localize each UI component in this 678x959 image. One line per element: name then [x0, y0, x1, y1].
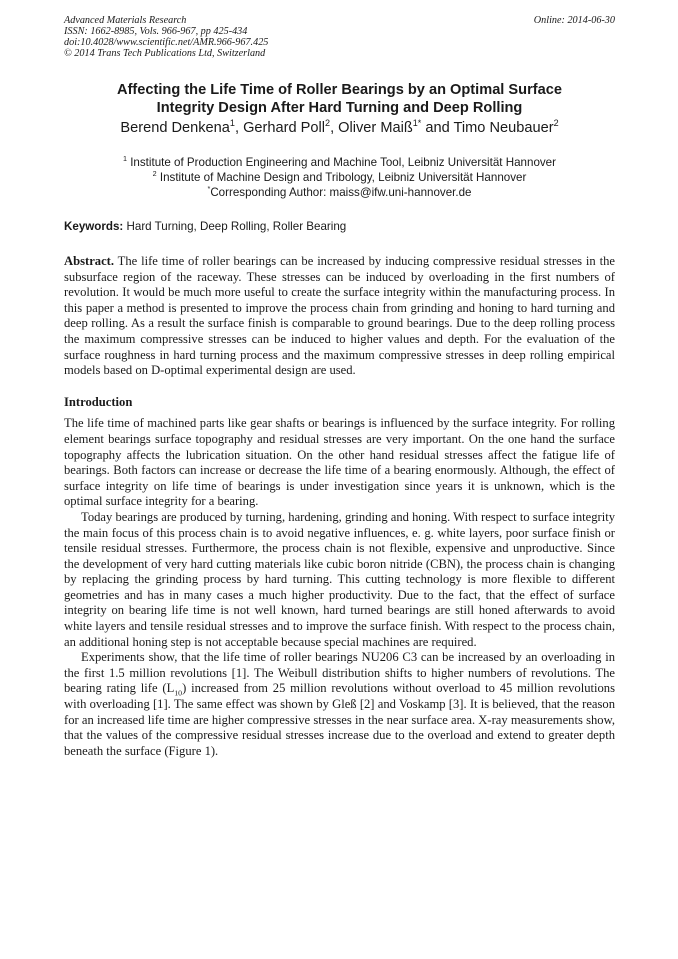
author-name: Oliver Maiß	[338, 120, 413, 136]
corresponding-text: Corresponding Author: maiss@ifw.uni-hannover.de	[210, 186, 472, 199]
author-separator: ,	[330, 120, 339, 136]
author-affil-mark: 2	[553, 118, 559, 129]
affiliation-mark: 1	[122, 154, 127, 164]
intro-p3-text: Experiments show, that the life time of roller bearings NU206 C3 can be increased by an overloading in the first 1.5 million revolutions [1]. The Weibull distribution shifts to higher numbers of revolutions. The bearing rating life (L	[64, 650, 615, 696]
author-list	[64, 119, 615, 137]
paper-page	[64, 15, 615, 759]
issn-line: ISSN: 1662-8985, Vols. 966-967, pp 425-434	[64, 26, 248, 37]
abstract-text: The life time of roller bearings can be increased by inducing compressive residual stresses in the subsurface region of the raceway. These stresses can be induced by overloading in the first numbers of revolution. It would be much more useful to create the surface integrity within the manufacturing process. In this paper a method is presented to improve the process chain from grinding and honing to hard turning and deep rolling. As a result the surface finish is comparable to ground bearings. Due to the deep rolling process the maximum compressive stresses can be induced to higher values and depth. For the evaluation of the surface roughness in hard turning process and the maximum compressive stresses in deep rolling empirical models based on D-optimal experimental design are used.	[64, 254, 615, 378]
keywords-label: Keywords:	[64, 220, 124, 233]
affiliation-line	[64, 155, 615, 170]
author-separator: ,	[234, 120, 244, 136]
intro-p3-text-cont: ) increased from 25 million revolutions without overload to 45 million revolutions with overloading [1]. The same effect was shown by Gleß [2] and Voskamp [3]. It is believed, that the reason for an increased life time are higher compressive stresses in the near surface area. X-ray measurements show, that the values of the compressive residual stresses increase due to the overload and extend to greater depth beneath the surface (Figure 1).	[64, 681, 615, 758]
keywords-text: Hard Turning, Deep Rolling, Roller Bearing	[123, 220, 347, 233]
paper-title	[64, 81, 615, 117]
journal-name: Advanced Materials Research	[64, 15, 187, 26]
subscript-10: 10	[174, 688, 183, 698]
author-affil-mark: 2	[325, 118, 331, 129]
intro-paragraph-1: The life time of machined parts like gear shafts or bearings is influenced by the surface integrity. For rolling element bearings surface topography and residual stresses are very important. On the one hand the surface topography affects the lubrication situation. On the other hand residual stresses affect the fatigue life of bearings. Both factors can increase or decrease the life time of a bearing enormously. Although, the effect of surface integrity on life time of bearings is under investigation since years it is unknown, which is the optimal surface integrity for a bearing.	[64, 416, 615, 509]
affiliation-mark: 2	[152, 169, 157, 179]
online-date: Online: 2014-06-30	[533, 15, 615, 26]
affiliation-line	[64, 170, 615, 185]
affiliations	[64, 155, 615, 200]
author-name: Berend Denkena	[120, 120, 230, 136]
author-name: Gerhard Poll	[243, 120, 326, 136]
author-name: Timo Neubauer	[453, 120, 554, 136]
author-conjunction: and	[421, 120, 454, 136]
corresponding-mark: *	[207, 184, 211, 194]
abstract-label: Abstract.	[64, 254, 115, 268]
author-affil-mark: 1	[229, 118, 235, 129]
title-line-1: Affecting the Life Time of Roller Bearings by an Optimal Surface	[117, 82, 562, 98]
affiliation-text: Institute of Machine Design and Tribology, Leibniz Universität Hannover	[156, 171, 527, 184]
affiliation-text: Institute of Production Engineering and Machine Tool, Leibniz Universität Hannover	[126, 156, 556, 169]
intro-paragraph-3	[64, 650, 615, 759]
publication-info	[64, 15, 268, 59]
doi-line: doi:10.4028/www.scientific.net/AMR.966-967.425	[64, 37, 269, 48]
abstract	[64, 254, 615, 379]
section-heading-introduction: Introduction	[64, 394, 133, 409]
running-header	[64, 15, 615, 59]
title-line-2: Integrity Design After Hard Turning and Deep Rolling	[156, 100, 523, 116]
copyright-line: © 2014 Trans Tech Publications Ltd, Switzerland	[64, 48, 266, 59]
intro-paragraph-2: Today bearings are produced by turning, hardening, grinding and honing. With respect to surface integrity the main focus of this process chain is to avoid negative influences, e. g. white layers, poor surface finish or tensile residual stresses. Furthermore, the process chain is not flexible, expensive and unproductive. Since the development of very hard cutting materials like cubic boron nitride (CBN), the process chain is changing by replacing the grinding process by hard turning. This cutting technology is more flexible to different geometries and has in many cases a much higher productivity. Due to the fact, that the effect of surface integrity on bearing life time is not well known, hard turned bearings are still honed afterwards to avoid white layers and tensile residual stresses and to improve the surface finish. With respect to the process chain, an additional honing step is not acceptable because special machines are required.	[64, 509, 615, 649]
corresponding-author	[64, 185, 615, 200]
keywords	[64, 219, 615, 234]
author-affil-mark: 1*	[412, 118, 422, 129]
